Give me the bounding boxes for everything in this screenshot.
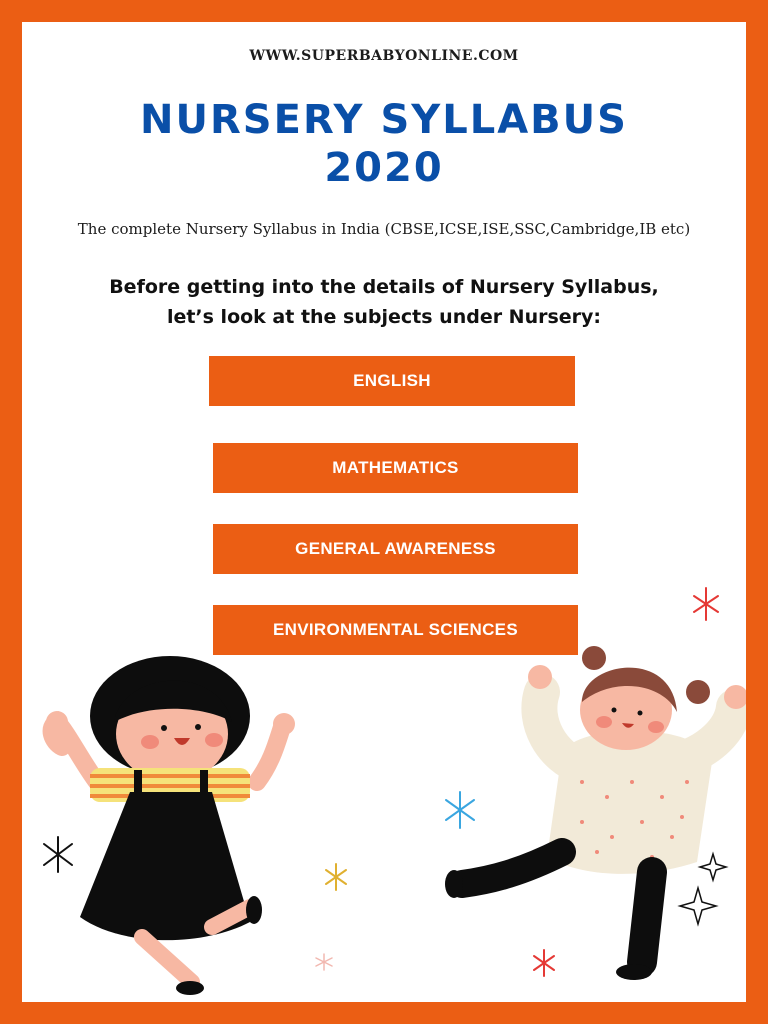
subject-button-mathematics[interactable]: MATHEMATICS bbox=[213, 443, 578, 493]
girl-right-illustration bbox=[445, 646, 746, 980]
site-url[interactable]: WWW.SUPERBABYONLINE.COM bbox=[249, 48, 519, 64]
title-line-1: NURSERY SYLLABUS bbox=[140, 97, 628, 143]
kids-illustration bbox=[22, 22, 746, 1002]
girl-left-illustration bbox=[46, 656, 295, 995]
subject-button-general-awareness[interactable]: GENERAL AWARENESS bbox=[213, 524, 578, 574]
intro-line-1: Before getting into the details of Nursery Syllabus, bbox=[109, 276, 659, 298]
subject-button-environmental-sciences[interactable]: ENVIRONMENTAL SCIENCES bbox=[213, 605, 578, 655]
title-line-2: 2020 bbox=[324, 145, 444, 191]
subject-button-english[interactable]: ENGLISH bbox=[209, 356, 575, 406]
subtitle: The complete Nursery Syllabus in India (CBSE,ICSE,ISE,SSC,Cambridge,IB etc) bbox=[77, 220, 691, 238]
intro-line-2: let’s look at the subjects under Nursery: bbox=[166, 306, 602, 328]
